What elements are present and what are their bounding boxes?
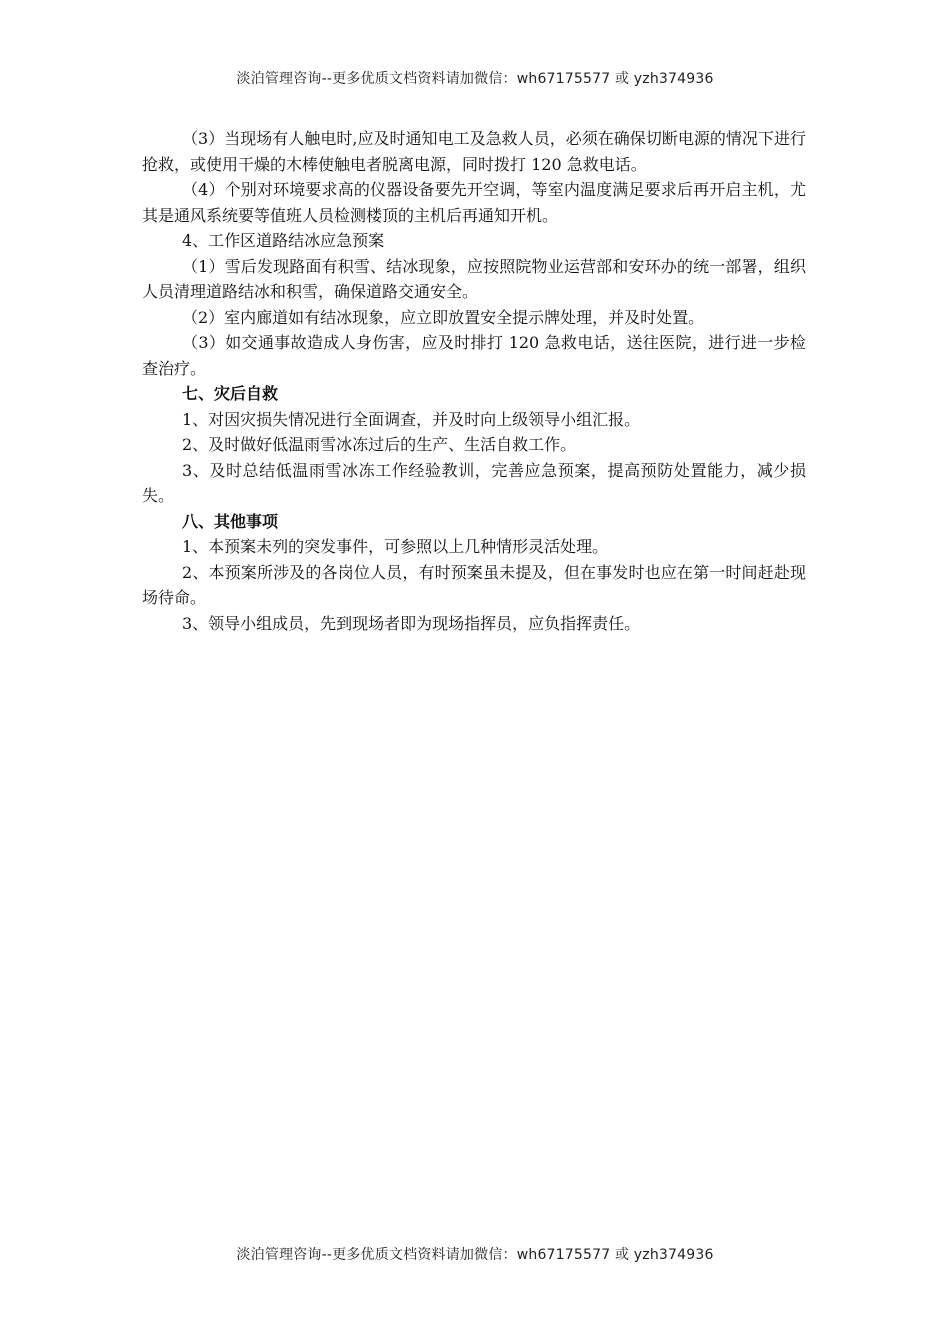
paragraph-4-instruments: （4）个别对环境要求高的仪器设备要先开空调，等室内温度满足要求后再开启主机，尤其是通风系统要等值班人员检测楼顶的主机后再通知开机。 [142, 180, 806, 225]
paragraph-self-rescue-2: 2、及时做好低温雨雪冰冻过后的生产、生活自救工作。 [182, 435, 577, 454]
paragraph-other-3: 3、领导小组成员，先到现场者即为现场指挥员，应负指挥责任。 [182, 613, 641, 633]
paragraph-road-1: （1）雪后发现路面有积雪、结冰现象，应按照院物业运营部和安环办的统一部署，组织人员清理道路结冰和积雪，确保道路交通安全。 [142, 256, 806, 301]
paragraph-road-2: （2）室内廊道如有结冰现象，应立即放置安全提示牌处理，并及时处置。 [182, 307, 705, 327]
paragraph-other-2: 2、本预案所涉及的各岗位人员，有时预案虽未提及，但在事发时也应在第一时间赶赴现场待命。 [142, 562, 806, 607]
heading-post-disaster-self-rescue: 七、灾后自救 [182, 384, 279, 403]
page-header: 淡泊管理咨询--更多优质文档资料请加微信：wh67175577 或 yzh374936 [236, 71, 714, 87]
paragraph-road-3: （3）如交通事故造成人身伤害，应及时排打 120 急救电话，送往医院，进行进一步检查治疗。 [142, 333, 806, 378]
document-body [142, 126, 806, 636]
paragraph-self-rescue-1: 1、对因灾损失情况进行全面调查，并及时向上级领导小组汇报。 [182, 409, 641, 429]
heading-other-matters: 八、其他事项 [182, 511, 279, 531]
section-4-road-icing: 4、工作区道路结冰应急预案 [182, 231, 385, 250]
paragraph-3-electric-shock: （3）当现场有人触电时,应及时通知电工及急救人员，必须在确保切断电源的情况下进行抢救，或使用干燥的木棒使触电者脱离电源，同时拨打 120 急救电话。 [142, 129, 806, 174]
page-footer: 淡泊管理咨询--更多优质文档资料请加微信：wh67175577 或 yzh374936 [236, 1247, 714, 1263]
paragraph-other-1: 1、本预案未列的突发事件，可参照以上几种情形灵活处理。 [182, 537, 609, 556]
paragraph-self-rescue-3: 3、及时总结低温雨雪冰冻工作经验教训，完善应急预案，提高预防处置能力，减少损失。 [142, 460, 806, 505]
